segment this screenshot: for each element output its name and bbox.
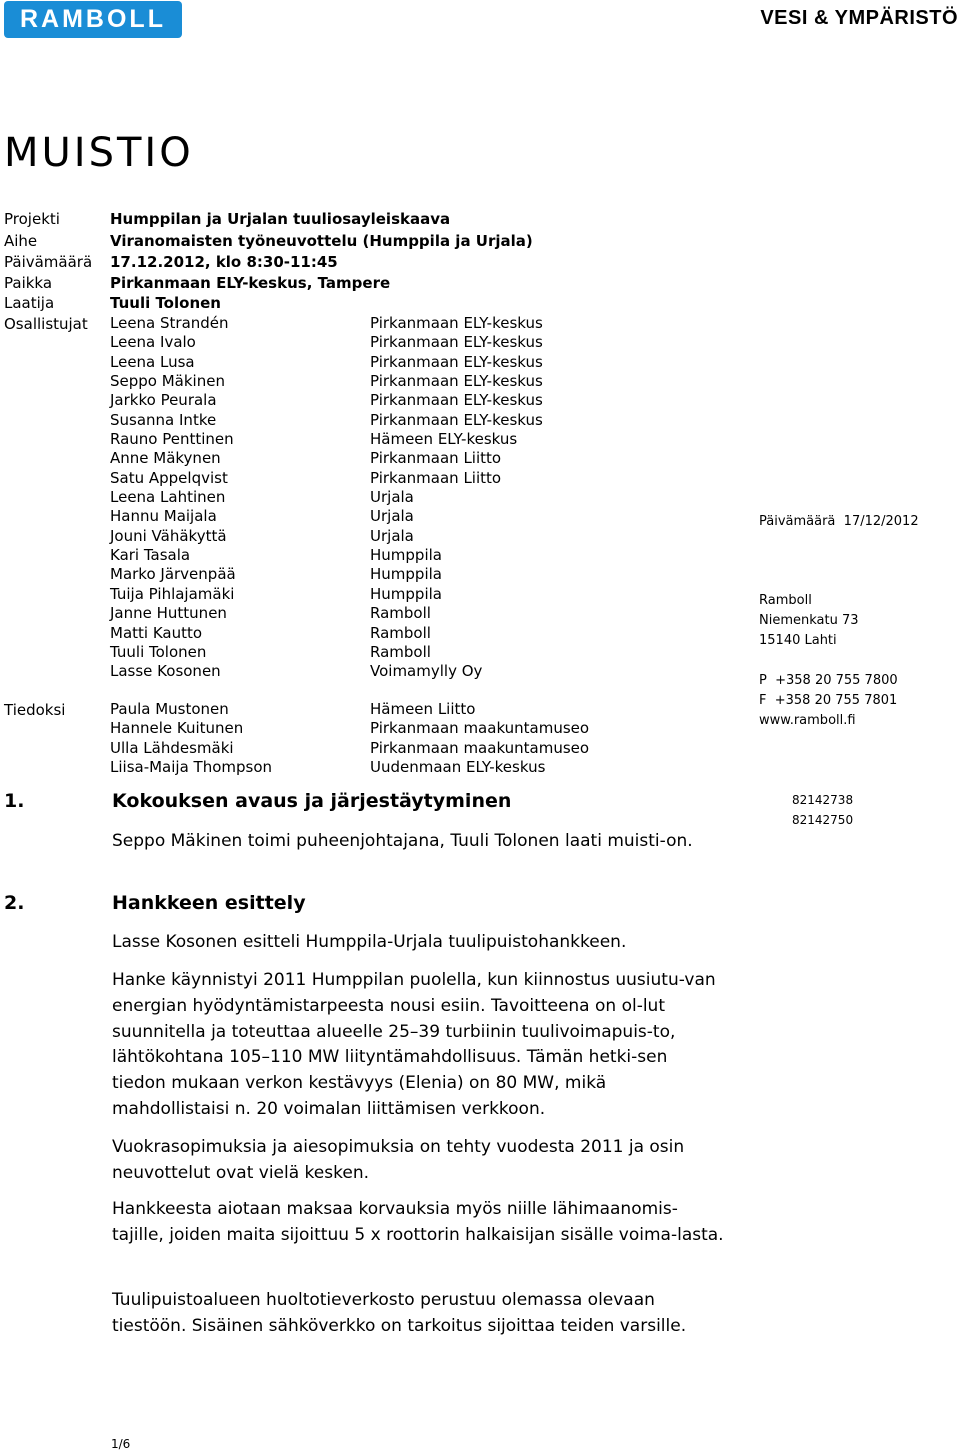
participant-name: Matti Kautto <box>110 623 203 642</box>
participant-name: Jarkko Peurala <box>110 391 217 410</box>
participant-org: Pirkanmaan ELY-keskus <box>370 314 543 332</box>
participant-name: Hannu Maijala <box>110 507 217 526</box>
page-number: 1/6 <box>111 1437 131 1451</box>
participant-org: Urjala <box>370 526 414 545</box>
section-number: 1. <box>4 790 25 812</box>
meta-label: Aihe <box>4 232 38 250</box>
recipient-name: Hannele Kuitunen <box>110 719 244 738</box>
section-title: Kokouksen avaus ja järjestäytyminen <box>112 790 512 812</box>
participant-org: Hämeen ELY-keskus <box>370 430 518 449</box>
participant-org: Pirkanmaan Liitto <box>370 468 502 487</box>
fax: F +358 20 755 7801 <box>759 693 898 708</box>
meta-value: Tuuli Tolonen <box>110 294 221 312</box>
recipient-org: Uudenmaan ELY-keskus <box>370 758 546 777</box>
website-link[interactable]: www.ramboll.fi <box>759 713 856 728</box>
reference-numbers <box>792 790 853 830</box>
recipient-name: Paula Mustonen <box>110 700 229 718</box>
participant-org: Ramboll <box>370 642 431 661</box>
participant-org: Pirkanmaan ELY-keskus <box>370 391 543 410</box>
participant-org: Pirkanmaan Liitto <box>370 449 502 468</box>
participant-org: Urjala <box>370 488 414 507</box>
recipient-name: Ulla Lähdesmäki <box>110 738 234 757</box>
sidebar-contact <box>759 671 898 731</box>
company-name: Ramboll <box>759 593 812 608</box>
participant-org: Humppila <box>370 546 442 565</box>
participant-name: Leena Strandén <box>110 314 229 332</box>
participant-name: Tuija Pihlajamäki <box>110 584 235 603</box>
logo-text: RAMBOLL <box>20 5 166 33</box>
section-paragraph: Tuulipuistoalueen huoltotieverkosto perustuu olemassa olevaan tiestöön. Sisäinen sähköverkko on tarkoitus sijoittaa teiden varsille. <box>112 1290 687 1336</box>
sidebar-address <box>759 591 859 651</box>
phone: P +358 20 755 7800 <box>759 673 898 688</box>
recipient-org: Pirkanmaan maakuntamuseo <box>370 719 590 738</box>
participant-org: Pirkanmaan ELY-keskus <box>370 372 543 391</box>
participant-name: Kari Tasala <box>110 546 191 565</box>
participant-name: Anne Mäkynen <box>110 449 221 468</box>
recipient-name: Liisa-Maija Thompson <box>110 758 273 777</box>
participant-name: Tuuli Tolonen <box>110 642 207 661</box>
section-paragraph: Seppo Mäkinen toimi puheenjohtajana, Tuuli Tolonen laati muisti-on. <box>112 831 693 851</box>
participant-org: Ramboll <box>370 604 431 623</box>
participant-name: Leena Lahtinen <box>110 488 226 507</box>
section-paragraph: Hanke käynnistyi 2011 Humppilan puolella, kun kiinnostus uusiutu-van energian hyödyntämistarpeesta nousi esiin. Tavoitteena on ol-lut suunnitella ja toteuttaa alueelle 25–39 turbiinin tuulivoimapuis-to, lähtökohtana 105–110 MW liityntämahdollisuus. Tämän hetki-sen tiedon mukaan verkon kestävyys (Elenia) on 80 MW, mikä mahdollistaisi n. 20 voimalan liittämisen verkkoon. <box>112 970 716 1119</box>
participant-name: Satu Appelqvist <box>110 468 228 487</box>
sidebar-date-label: Päivämäärä <box>759 514 836 529</box>
sidebar-date-value: 17/12/2012 <box>843 514 919 529</box>
section-number: 2. <box>4 892 25 914</box>
participant-org: Humppila <box>370 584 442 603</box>
recipient-org: Pirkanmaan maakuntamuseo <box>370 738 590 757</box>
participant-org: Pirkanmaan ELY-keskus <box>370 410 543 429</box>
participant-name: Marko Järvenpää <box>110 565 236 584</box>
participant-name: Jouni Vähäkyttä <box>110 526 227 545</box>
sidebar-date <box>759 512 919 532</box>
participant-org: Urjala <box>370 507 414 526</box>
document-title: MUISTIO <box>4 130 194 176</box>
reference-number: 82142750 <box>792 813 854 827</box>
meta-label: Päivämäärä <box>4 253 93 271</box>
city: 15140 Lahti <box>759 633 837 648</box>
section-paragraph: Vuokrasopimuksia ja aiesopimuksia on tehty vuodesta 2011 ja osin neuvottelut ovat vielä kesken. <box>112 1137 685 1183</box>
participant-name: Leena Lusa <box>110 352 195 371</box>
street-address: Niemenkatu 73 <box>759 613 859 628</box>
recipient-org: Hämeen Liitto <box>370 700 476 718</box>
participant-name: Lasse Kosonen <box>110 662 221 681</box>
participant-org: Ramboll <box>370 623 431 642</box>
meta-label: Paikka <box>4 274 53 292</box>
participant-org: Humppila <box>370 565 442 584</box>
section-paragraph: Lasse Kosonen esitteli Humppila-Urjala tuulipuistohankkeen. <box>112 932 627 952</box>
participant-org: Pirkanmaan ELY-keskus <box>370 333 543 352</box>
participant-name: Seppo Mäkinen <box>110 372 225 391</box>
participant-name: Janne Huttunen <box>110 604 227 623</box>
info-label: Tiedoksi <box>4 701 66 719</box>
participants-label: Osallistujat <box>4 315 88 333</box>
meta-value: Viranomaisten työneuvottelu (Humppila ja Urjala) <box>110 232 533 250</box>
meta-value: Pirkanmaan ELY-keskus, Tampere <box>110 274 391 292</box>
participant-org: Pirkanmaan ELY-keskus <box>370 352 543 371</box>
participant-name: Rauno Penttinen <box>110 430 234 449</box>
section-title: Hankkeen esittely <box>112 892 306 914</box>
ramboll-logo <box>4 1 182 38</box>
reference-number: 82142738 <box>792 793 854 807</box>
department-name: VESI & YMPÄRISTÖ <box>760 7 958 29</box>
meta-value: Humppilan ja Urjalan tuuliosayleiskaava <box>110 210 451 228</box>
participant-org: Voimamylly Oy <box>370 662 483 681</box>
participant-name: Leena Ivalo <box>110 333 196 352</box>
meta-value: 17.12.2012, klo 8:30-11:45 <box>110 253 338 271</box>
section-paragraph: Hankkeesta aiotaan maksaa korvauksia myös niille lähimaanomis-tajille, joiden maita sijoittuu 5 x roottorin halkaisijan sisälle voima-lasta. <box>112 1199 724 1245</box>
meta-label: Laatija <box>4 294 55 312</box>
meta-label: Projekti <box>4 210 60 228</box>
participant-name: Susanna Intke <box>110 410 217 429</box>
